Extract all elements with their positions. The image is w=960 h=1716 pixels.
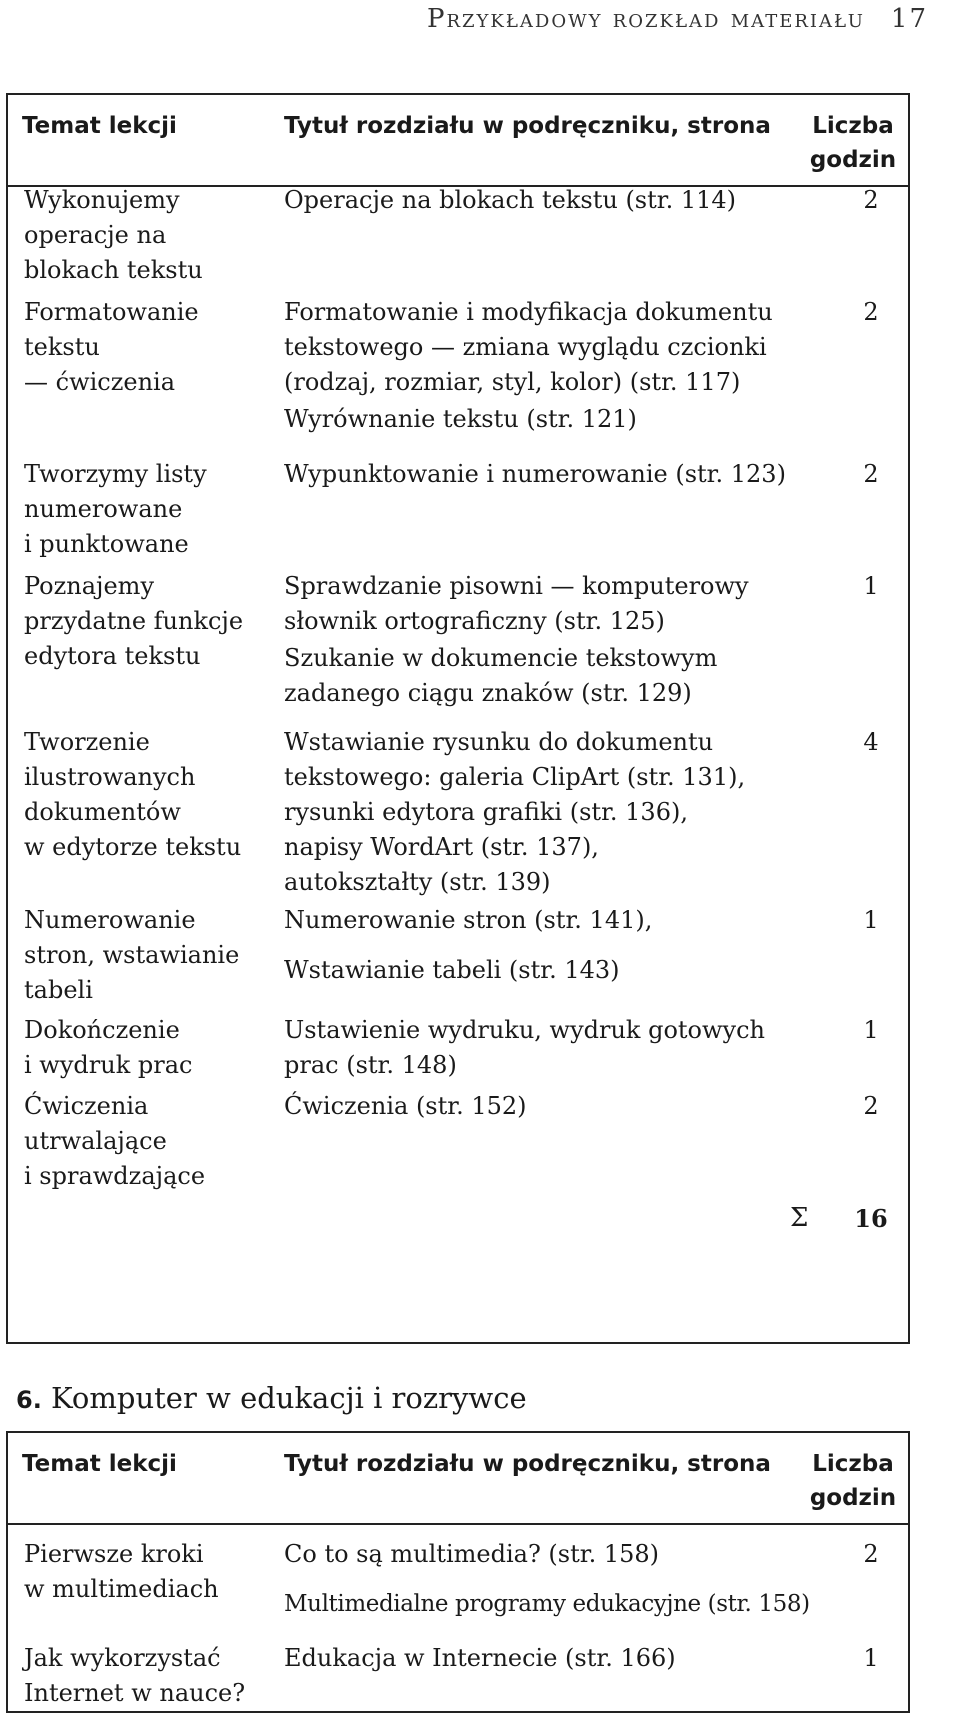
chapter-entry: Numerowanie stron (str. 141), <box>284 906 653 934</box>
chapter-entry: Wstawianie tabeli (str. 143) <box>284 956 620 984</box>
table-row-topic: Jak wykorzystać Internet w nauce? <box>24 1644 246 1707</box>
table-row-topic: Pierwsze kroki w multimediach <box>24 1540 219 1603</box>
chapter-entry: Formatowanie i modyfikacja dokumentu tekstowego — zmiana wyglądu czcionki (rodzaj, rozmiar, styl, kolor) (str. 117) <box>284 298 773 396</box>
table-row-topic: Ćwiczenia utrwalające i sprawdzające <box>24 1092 206 1190</box>
page-number: 17 <box>890 4 928 34</box>
section-heading <box>16 1378 527 1420</box>
chapter-entry: Co to są multimedia? (str. 158) <box>284 1540 660 1568</box>
lesson-table-1 <box>6 93 910 1344</box>
table-row-topic: Tworzymy listy numerowane i punktowane <box>24 460 207 558</box>
chapter-entry: Wypunktowanie i numerowanie (str. 123) <box>284 460 786 488</box>
header-topic: Temat lekcji <box>22 113 177 139</box>
hours-value: 4 <box>863 728 879 756</box>
chapter-entry: Sprawdzanie pisowni — komputerowy słownik ortograficzny (str. 125) <box>284 572 749 635</box>
section-number: 6. <box>16 1386 42 1414</box>
table-header <box>8 95 908 187</box>
table-row-topic: Wykonujemy operacje na blokach tekstu <box>24 186 203 284</box>
hours-value: 2 <box>863 460 879 488</box>
chapter-entry: Multimedialne programy edukacyjne (str. 158) <box>284 1591 810 1617</box>
header-chapter: Tytuł rozdziału w podręczniku, strona <box>284 1451 771 1477</box>
table-row-topic: Numerowanie stron, wstawianie tabeli <box>24 906 240 1004</box>
chapter-entry: Wstawianie rysunku do dokumentu tekstowego: galeria ClipArt (str. 131), rysunki edytora grafiki (str. 136), napisy WordArt (str. 137), autokształty (str. 139) <box>284 728 746 896</box>
chapter-entry: Szukanie w dokumencie tekstowym zadanego ciągu znaków (str. 129) <box>284 644 718 707</box>
chapter-entry: Ćwiczenia (str. 152) <box>284 1092 527 1120</box>
sum-symbol: Σ <box>790 1203 809 1233</box>
hours-value: 2 <box>863 298 879 326</box>
table-row-topic: Poznajemy przydatne funkcje edytora tekstu <box>24 572 244 670</box>
hours-value: 1 <box>863 906 879 934</box>
hours-value: 2 <box>863 1092 879 1120</box>
hours-value: 2 <box>863 186 879 214</box>
running-head-title: Przykładowy rozkład materiału <box>426 4 865 34</box>
header-hours: Liczba godzin <box>809 113 897 173</box>
header-topic: Temat lekcji <box>22 1451 177 1477</box>
hours-value: 1 <box>863 1016 879 1044</box>
chapter-entry: Operacje na blokach tekstu (str. 114) <box>284 186 737 214</box>
running-head <box>427 4 928 34</box>
hours-value: 2 <box>863 1540 879 1568</box>
table-row-topic: Formatowanie tekstu — ćwiczenia <box>24 298 199 396</box>
sum-value: 16 <box>854 1204 888 1233</box>
table-row-topic: Dokończenie i wydruk prac <box>24 1016 193 1079</box>
chapter-entry: Edukacja w Internecie (str. 166) <box>284 1644 676 1672</box>
chapter-entry: Ustawienie wydruku, wydruk gotowych prac (str. 148) <box>284 1016 766 1079</box>
section-title: Komputer w edukacji i rozrywce <box>51 1381 527 1415</box>
lesson-table-2 <box>6 1431 910 1713</box>
hours-value: 1 <box>863 1644 879 1672</box>
header-chapter: Tytuł rozdziału w podręczniku, strona <box>284 113 771 139</box>
chapter-entry: Wyrównanie tekstu (str. 121) <box>284 405 637 433</box>
table-header <box>8 1433 908 1525</box>
hours-value: 1 <box>863 572 879 600</box>
header-hours: Liczba godzin <box>809 1451 897 1511</box>
table-row-topic: Tworzenie ilustrowanych dokumentów w edytorze tekstu <box>24 728 242 861</box>
